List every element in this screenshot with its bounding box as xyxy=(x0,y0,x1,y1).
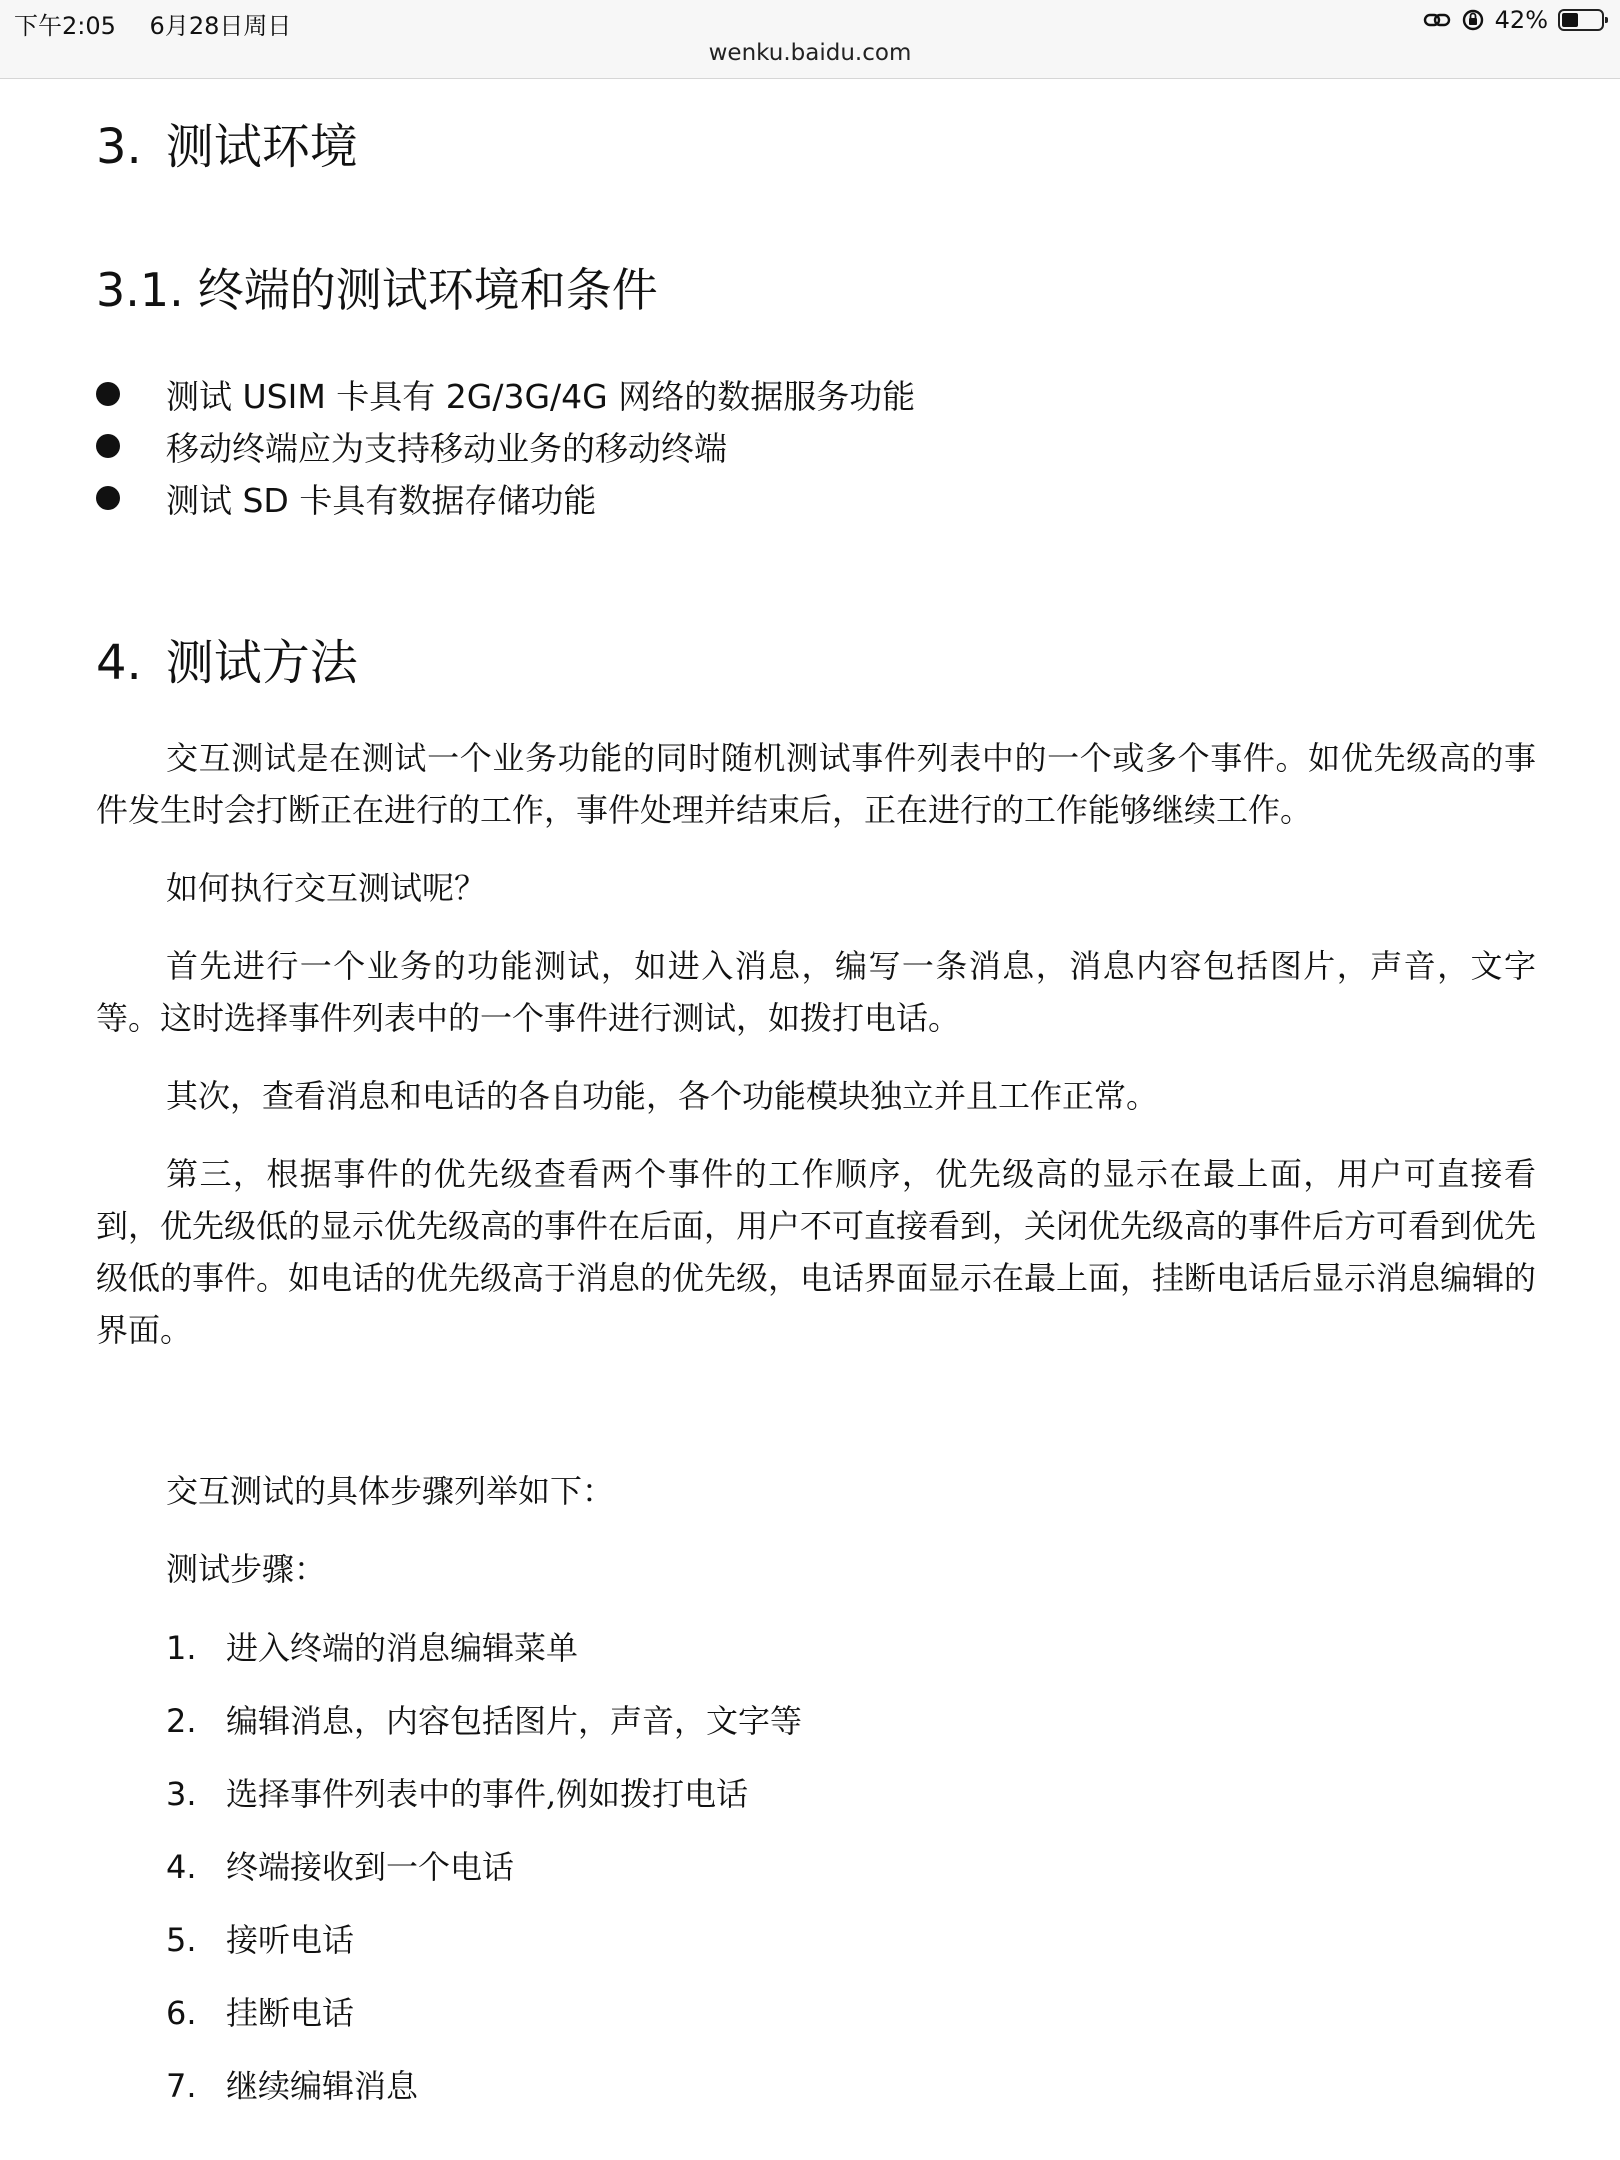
status-time-date xyxy=(14,6,291,41)
bullet-icon xyxy=(96,434,120,458)
list-item: 1. 进入终端的消息编辑菜单 xyxy=(166,1629,579,1667)
section-number: 3.1. xyxy=(96,263,184,317)
list-item: 5. 接听电话 xyxy=(166,1921,355,1959)
battery-fill xyxy=(1562,13,1578,27)
rotation-lock-icon xyxy=(1461,8,1485,32)
paragraph: 首先进行一个业务的功能测试，如进入消息，编写一条消息，消息内容包括图片，声音，文字等。这时选择事件列表中的一个事件进行测试，如拨打电话。 xyxy=(96,947,1536,1037)
method-paragraphs xyxy=(96,732,1536,1356)
section-number: 3. xyxy=(96,119,142,175)
steps-intro: 交互测试的具体步骤列举如下： xyxy=(166,1472,615,1510)
section-4-heading xyxy=(96,624,358,693)
status-bar xyxy=(0,0,1620,79)
list-item: 7. 继续编辑消息 xyxy=(166,2067,419,2105)
paragraph: 如何执行交互测试呢？ xyxy=(166,869,487,907)
bullet-icon xyxy=(96,486,120,510)
section-number: 4. xyxy=(96,635,142,691)
environment-bullet-list xyxy=(96,368,915,524)
url-bar[interactable]: wenku.baidu.com xyxy=(708,40,912,66)
test-steps-list xyxy=(166,1623,802,2134)
status-time: 下午2:05 xyxy=(14,12,116,40)
battery-icon xyxy=(1558,9,1604,31)
bullet-icon xyxy=(96,382,120,406)
paragraph: 交互测试是在测试一个业务功能的同时随机测试事件列表中的一个或多个事件。如优先级高的事件发生时会打断正在进行的工作，事件处理并结束后，正在进行的工作能够继续工作。 xyxy=(96,739,1536,829)
section-title: 终端的测试环境和条件 xyxy=(197,263,658,317)
section-title: 测试环境 xyxy=(165,119,358,175)
section-3-1-heading xyxy=(96,254,658,320)
battery-percent: 42% xyxy=(1494,6,1548,34)
status-indicators xyxy=(1423,6,1604,34)
status-date: 6月28日周日 xyxy=(149,12,292,40)
paragraph: 第三，根据事件的优先级查看两个事件的工作顺序，优先级高的显示在最上面，用户可直接看到，优先级低的显示优先级高的事件在后面，用户不可直接看到，关闭优先级高的事件后方可看到优先级低的事件。如电话的优先级高于消息的优先级，电话界面显示在最上面，挂断电话后显示消息编辑的界面。 xyxy=(96,1155,1537,1349)
paragraph: 其次，查看消息和电话的各自功能，各个功能模块独立并且工作正常。 xyxy=(166,1077,1159,1115)
list-item: 测试 SD 卡具有数据存储功能 xyxy=(96,472,915,524)
list-item: 6. 挂断电话 xyxy=(166,1994,355,2032)
steps-label: 测试步骤： xyxy=(166,1550,327,1588)
link-icon xyxy=(1423,9,1451,31)
list-item: 4. 终端接收到一个电话 xyxy=(166,1848,515,1886)
list-item: 测试 USIM 卡具有 2G/3G/4G 网络的数据服务功能 xyxy=(96,368,915,420)
list-item: 3. 选择事件列表中的事件,例如拨打电话 xyxy=(166,1775,749,1813)
list-item: 2. 编辑消息，内容包括图片，声音，文字等 xyxy=(166,1702,803,1740)
section-3-heading xyxy=(96,108,358,177)
battery-tip xyxy=(1605,17,1608,23)
list-item: 移动终端应为支持移动业务的移动终端 xyxy=(96,420,915,472)
section-title: 测试方法 xyxy=(165,635,358,691)
